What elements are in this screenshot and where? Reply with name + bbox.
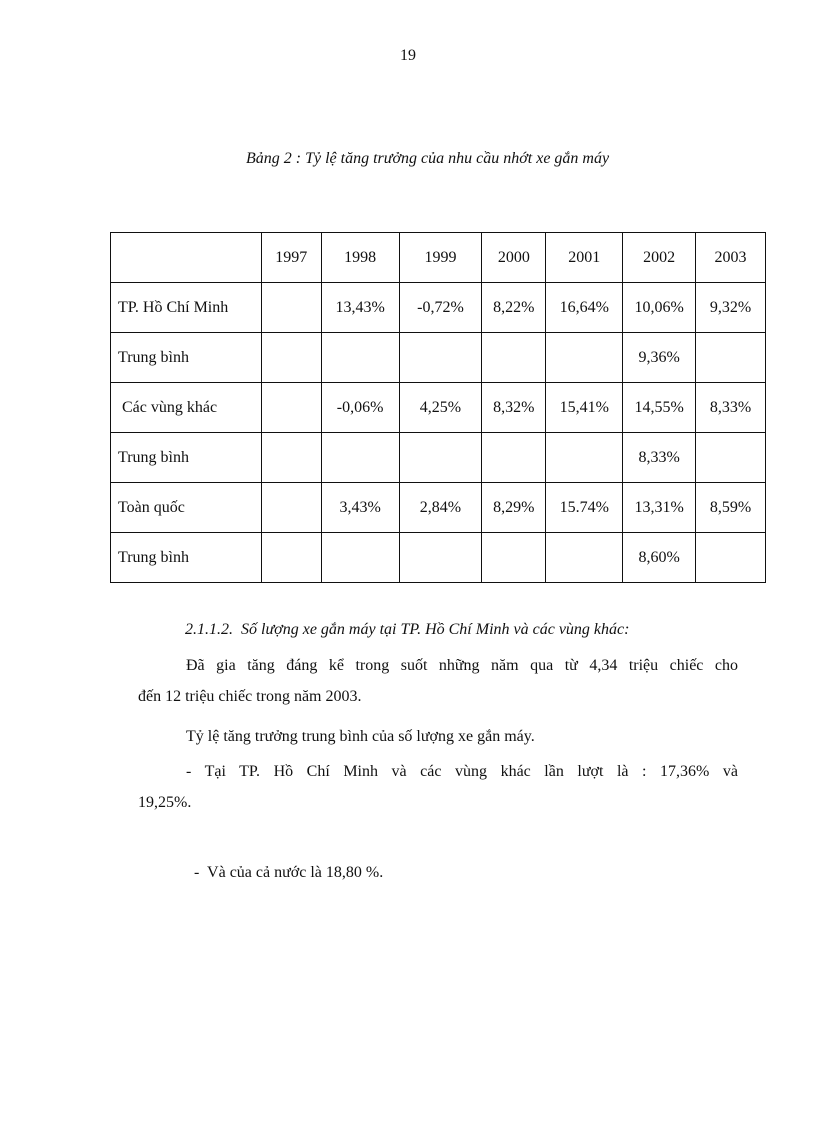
paragraph-line: đến 12 triệu chiếc trong năm 2003. <box>138 688 362 705</box>
table-cell <box>696 333 766 383</box>
table-cell: 8,33% <box>696 383 766 433</box>
table-caption: Bảng 2 : Tỷ lệ tăng trưởng của nhu cầu nhớt xe gắn máy <box>246 150 610 167</box>
table-cell: 13,31% <box>623 483 696 533</box>
table-cell: 2,84% <box>399 483 482 533</box>
year-header: 1998 <box>321 233 399 283</box>
section-heading: 2.1.1.2. Số lượng xe gắn máy tại TP. Hồ Chí Minh và các vùng khác: <box>185 621 630 638</box>
table-row <box>111 333 766 383</box>
year-header: 2000 <box>482 233 546 283</box>
table-cell <box>482 533 546 583</box>
table-cell <box>696 533 766 583</box>
table-row <box>111 433 766 483</box>
page-number: 19 <box>400 47 416 64</box>
row-label: Toàn quốc <box>111 483 262 533</box>
paragraph-average-rate <box>186 721 746 752</box>
year-header: 2001 <box>546 233 623 283</box>
table-cell: -0,72% <box>399 283 482 333</box>
table-cell: 8,33% <box>623 433 696 483</box>
table-cell <box>261 333 321 383</box>
paragraph-motorbike-growth <box>138 650 738 712</box>
paragraph-hcmc-rate <box>138 756 738 818</box>
table-cell: 14,55% <box>623 383 696 433</box>
table-cell: 8,22% <box>482 283 546 333</box>
paragraph-line: Đã gia tăng đáng kể trong suốt những năm qua từ 4,34 triệu chiếc cho <box>186 657 738 674</box>
table-cell: 13,43% <box>321 283 399 333</box>
table-cell <box>399 433 482 483</box>
paragraph-line: - Và của cả nước là 18,80 %. <box>194 864 384 881</box>
year-header: 2002 <box>623 233 696 283</box>
year-header: 1999 <box>399 233 482 283</box>
table-cell: 15.74% <box>546 483 623 533</box>
table-cell: -0,06% <box>321 383 399 433</box>
table-cell: 9,32% <box>696 283 766 333</box>
row-label: Trung bình <box>111 433 262 483</box>
table-cell: 9,36% <box>623 333 696 383</box>
table-cell: 8,32% <box>482 383 546 433</box>
table-cell <box>321 333 399 383</box>
row-label: Trung bình <box>111 533 262 583</box>
table-cell <box>696 433 766 483</box>
table-cell <box>399 533 482 583</box>
table-cell <box>546 533 623 583</box>
table-cell <box>546 333 623 383</box>
year-header: 1997 <box>261 233 321 283</box>
table-header-row <box>111 233 766 283</box>
table-cell <box>482 333 546 383</box>
paragraph-line: 19,25%. <box>138 794 192 811</box>
table-cell: 16,64% <box>546 283 623 333</box>
table-row <box>111 533 766 583</box>
paragraph-line: Tỷ lệ tăng trưởng trung bình của số lượng xe gắn máy. <box>186 728 535 745</box>
row-label: Trung bình <box>111 333 262 383</box>
table-cell: 4,25% <box>399 383 482 433</box>
table-cell: 15,41% <box>546 383 623 433</box>
table-row <box>111 483 766 533</box>
row-label: Các vùng khác <box>111 383 262 433</box>
table-cell <box>261 533 321 583</box>
table-row <box>111 283 766 333</box>
table-cell: 10,06% <box>623 283 696 333</box>
table-cell <box>261 483 321 533</box>
table-cell <box>482 433 546 483</box>
table-cell: 8,29% <box>482 483 546 533</box>
table-row <box>111 383 766 433</box>
paragraph-national-rate <box>186 826 746 888</box>
paragraph-line: - Tại TP. Hồ Chí Minh và các vùng khác lần lượt là : 17,36% và <box>186 763 738 780</box>
year-header: 2003 <box>696 233 766 283</box>
table-cell: 3,43% <box>321 483 399 533</box>
header-empty-cell <box>111 233 262 283</box>
table-cell <box>321 533 399 583</box>
row-label: TP. Hồ Chí Minh <box>111 283 262 333</box>
table-cell <box>261 383 321 433</box>
table-cell: 8,59% <box>696 483 766 533</box>
table-cell <box>261 433 321 483</box>
table-cell <box>399 333 482 383</box>
growth-rate-table <box>110 232 766 583</box>
table-cell: 8,60% <box>623 533 696 583</box>
table-cell <box>321 433 399 483</box>
table-cell <box>546 433 623 483</box>
table-cell <box>261 283 321 333</box>
